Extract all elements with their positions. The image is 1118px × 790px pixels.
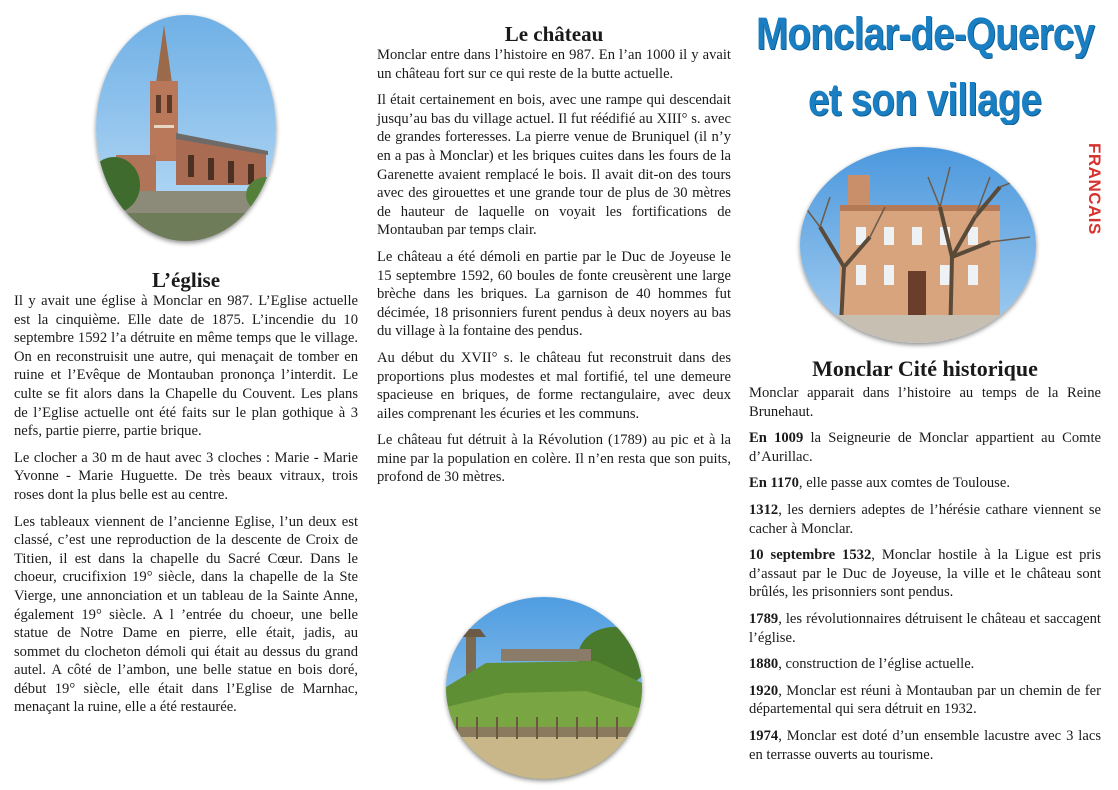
history-heading: Monclar Cité historique <box>812 356 1038 381</box>
history-event <box>749 655 1101 674</box>
castle-paragraph: Il était certainement en bois, avec une rampe qui descendait jusqu’au bas du village actuel. Il fut réédifié au XIII° s. avec de grandes forteresses. La pierre venue de Bruniquel (il n’y en a pas à Monclar) et les briques cuites dans les fours de la Garenette avaient remplacé le bois. Il avait dit-on des tours avec des girouettes et une grande tour de plus de 30 mètres de hauteur de laquelle on voyait les fortifications de Montauban par temps clair. <box>377 92 731 239</box>
event-text: , elle passe aux comtes de Toulouse. <box>798 475 1010 492</box>
town-hall-photo <box>800 147 1036 343</box>
history-event <box>749 546 1101 602</box>
church-photo <box>96 15 276 241</box>
church-paragraph: Les tableaux viennent de l’ancienne Eglise, l’un deux est classé, c’est une reproduction de la descente de Croix de Titien, il est dans la chapelle du Sacré Cœur. Dans le choeur, crucifixion 19° siècle, dans la chapelle de la Ste Vierge, une annonciation et un tableau de la Sainte Anne, également 19° siècle. A l ’entrée du choeur, une belle statue de Notre Dame en pierre, elle était, jadis, au sommet du clocheton démoli qui était au dessus du grand autel. A côté de l’ambon, une belle statue en bois doré, début 19° siècle, elle était dans l’Eglise de Marnhac, menaçant la ruine, elle a été restaurée. <box>14 513 358 716</box>
event-text: la Seigneurie de Monclar appartient au Comte d’Aurillac. <box>749 430 1101 465</box>
castle-heading: Le château <box>504 22 604 46</box>
event-text: , les révolutionnaires détruisent le château et saccagent l’église. <box>749 610 1101 646</box>
history-event <box>749 429 1101 466</box>
event-text: , Monclar hostile à la Ligue est pris d’assaut par le Duc de Joyeuse, la ville et le château sont brûlés, les prisonniers sont pendus. <box>749 547 1101 601</box>
church-paragraph: Il y avait une église à Monclar en 987. L’Eglise actuelle est la cinquième. Elle date de 1875. L’incendie du 10 septembre 1592 l’a détruite en même temps que le village. On en reconstruisit une autre, qui menaçait de tomber en ruine et l’Evêque de Montauban prononça l’interdit. Le culte se fit alors dans la Chapelle du Couvent. Les plans de l’Eglise actuelle ont été faits sur le plan gothique à 3 nefs, partie pierre, partie brique. <box>14 293 358 440</box>
church-paragraph: Le clocher a 30 m de haut avec 3 cloches : Marie - Marie Yvonne - Marie Huguette. De très beaux vitraux, trois roses dont la plus belle est au centre. <box>14 449 358 503</box>
event-text: , construction de l’église actuelle. <box>778 656 975 673</box>
event-date: En 1170 <box>749 475 799 492</box>
castle-mound-photo <box>446 597 642 779</box>
event-date: 1312 <box>749 501 779 518</box>
castle-paragraph: Au début du XVII° s. le château fut reconstruit dans des proportions plus modestes et mal fortifié, tel une demeure spacieuse en briques, de forme rectangulaire, avec deux ailes comprenant les écuries et les communs. <box>377 349 731 422</box>
history-event <box>749 610 1101 647</box>
event-date: 1789 <box>749 610 779 627</box>
language-label: FRANCAIS <box>1085 143 1104 235</box>
event-date: 1880 <box>749 656 779 673</box>
event-date: En 1009 <box>749 430 804 447</box>
page-subtitle: et son village <box>808 74 1042 125</box>
castle-paragraph: Monclar entre dans l’histoire en 987. En l’an 1000 il y avait un château fort sur ce qui reste de la butte actuelle. <box>377 47 731 82</box>
page-title: Monclar-de-Quercy <box>756 8 1095 59</box>
event-text: , Monclar est doté d’un ensemble lacustre avec 3 lacs en terrasse ouverts au tourisme. <box>749 727 1101 763</box>
castle-paragraph: Le château fut détruit à la Révolution (1789) au pic et à la mine par la population en colère. Il n’en resta que son puits, profond de 30 mètres. <box>377 432 731 486</box>
history-event <box>749 474 1101 493</box>
history-event <box>749 682 1101 719</box>
church-heading: L’église <box>151 268 221 292</box>
event-text: , Monclar est réuni à Montauban par un chemin de fer départemental qui sera détruit en 1932. <box>749 682 1101 718</box>
history-event <box>749 727 1101 764</box>
history-intro: Monclar apparait dans l’histoire au temps de la Reine Brunehaut. <box>749 385 1101 420</box>
event-date: 1920 <box>749 682 779 699</box>
event-date: 1974 <box>749 727 779 744</box>
castle-paragraph: Le château a été démoli en partie par le Duc de Joyeuse le 15 septembre 1592, 60 boules de fonte creusèrent une large brèche dans les briques. La garnison de 40 hommes fut décimée, 18 prisonniers furent pendus à deux noyers au bas du village à la fontaine des pendus. <box>377 248 731 340</box>
event-date: 10 septembre 1532 <box>749 547 872 564</box>
event-text: , les derniers adeptes de l’hérésie cathare viennent se cacher à Monclar. <box>749 501 1101 537</box>
history-event <box>749 501 1101 538</box>
